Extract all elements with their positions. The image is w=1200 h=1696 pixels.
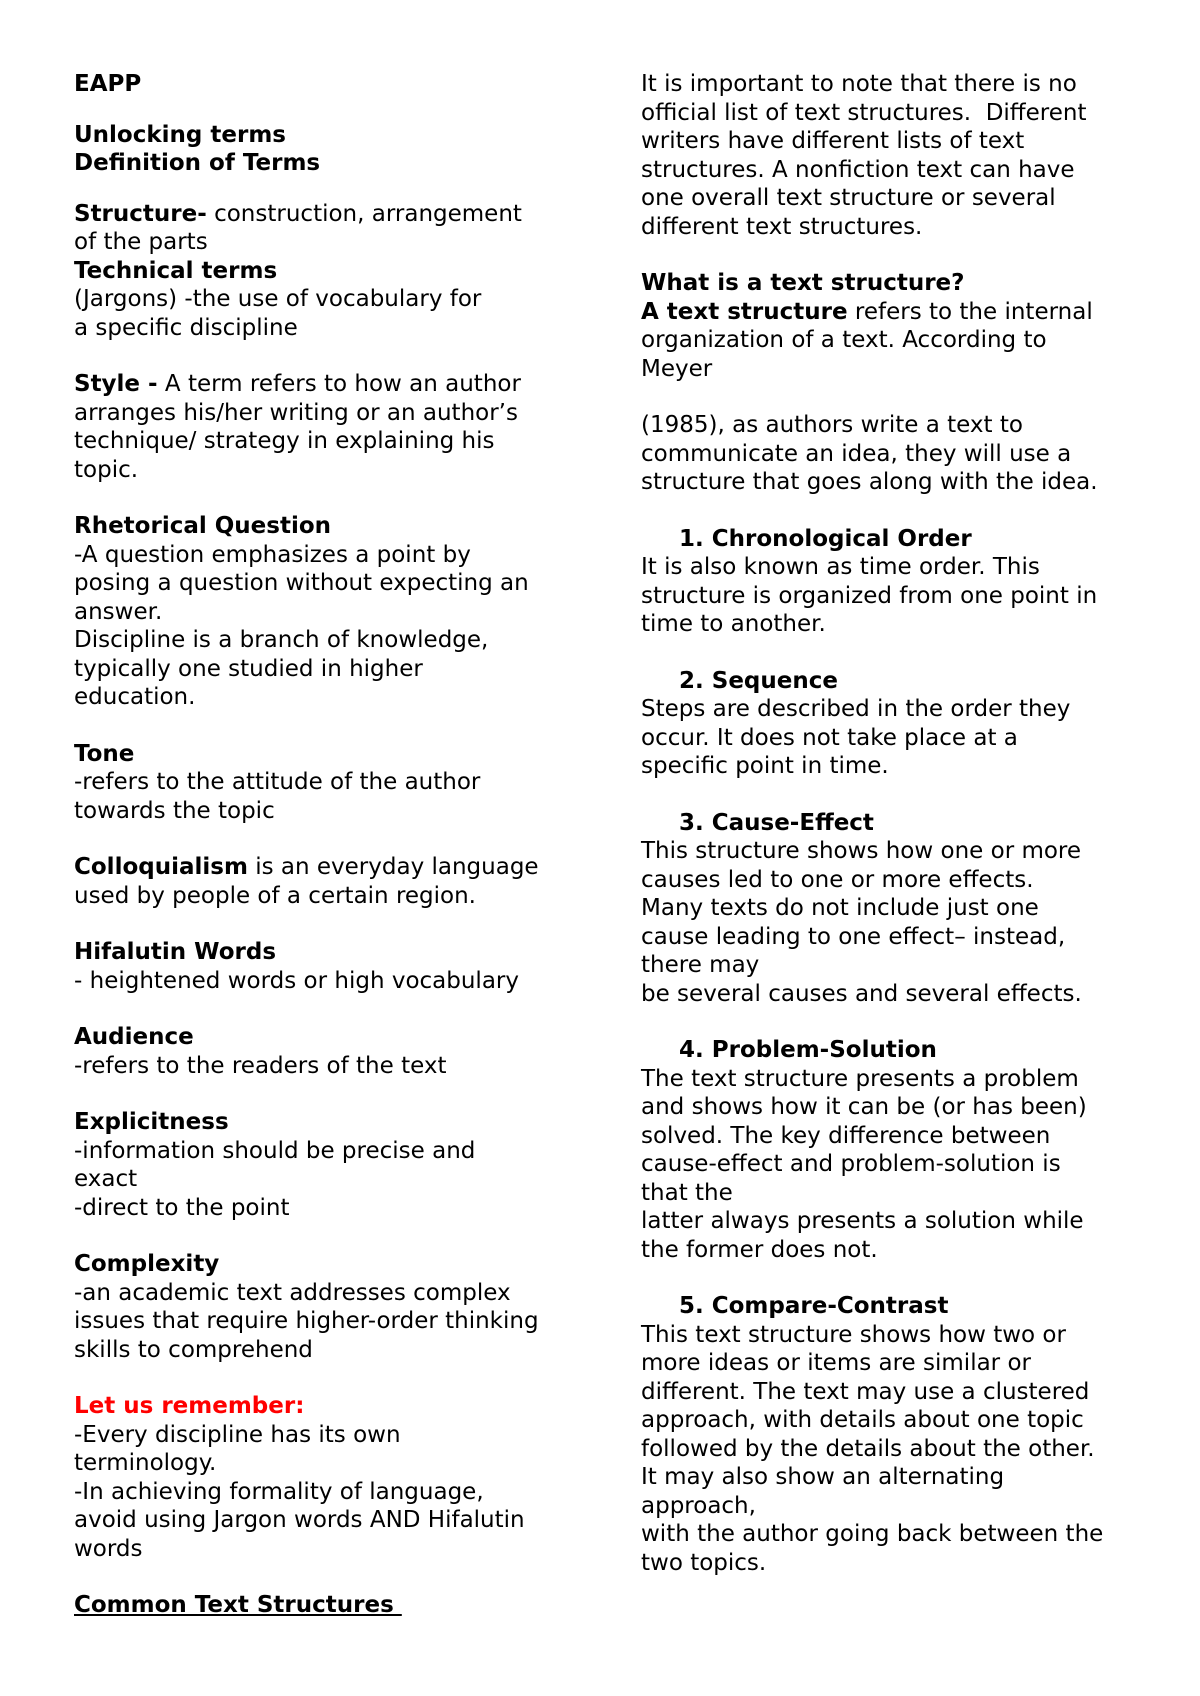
hifalutin-words-term: Hifalutin Words [74,939,277,965]
hifalutin-words-definition: - heightened words or high vocabulary [74,967,519,994]
cause-effect-text-line: there may [641,952,760,978]
text-structure-definition-text: refers to the internal [847,298,1093,325]
remember-item: -In achieving formality of language, [74,1478,484,1505]
cause-effect-text-line: cause leading to one effect– instead, [641,923,1066,950]
structure-entry [74,200,584,229]
compare-contrast-text-line: more ideas or items are similar or [641,1350,1031,1376]
cause-effect-heading: 3. Cause-Effect [679,809,874,836]
technical-terms-term: Technical terms [74,257,278,284]
chronological-order-text-line: time to another. [641,611,826,637]
rhetorical-question-definition-line: answer. [74,598,163,625]
sequence-text-line: occur. It does not take place at a [641,724,1018,751]
document-title: EAPP [74,71,142,97]
remember-item-line: terminology. [74,1450,217,1476]
left-column [74,70,584,1620]
what-is-text-structure-heading: What is a text structure? [641,270,965,296]
colloquialism-term: Colloquialism [74,854,248,880]
cause-effect-text: This structure shows how one or more [641,838,1082,864]
discipline-definition: Discipline is a branch of knowledge, [74,627,489,653]
style-definition-line: technique/ strategy in explaining his [74,428,495,454]
colloquialism-definition: is an everyday language [247,854,539,880]
problem-solution-text-line: that the [641,1179,733,1206]
compare-contrast-text-line: approach, with details about one topic [641,1407,1084,1433]
remember-item-line: words [74,1535,143,1562]
chronological-order-heading: 1. Chronological Order [679,525,972,552]
tone-term: Tone [74,740,135,767]
tone-definition-line: towards the topic [74,797,275,824]
audience-term: Audience [74,1024,194,1050]
structure-definition-line: of the parts [74,229,208,255]
text-structure-definition [641,298,1141,327]
text-structure-definition-line: Meyer [641,355,713,382]
sequence-heading: 2. Sequence [679,667,838,694]
compare-contrast-heading: 5. Compare-Contrast [679,1293,949,1319]
explicitness-definition: -information should be precise and [74,1137,476,1164]
discipline-definition-line: typically one studied in higher [74,655,423,682]
sequence-text-line: specific point in time. [641,753,889,779]
unlocking-terms-heading: Unlocking terms [74,121,286,148]
style-definition: A term refers to how an author [157,371,521,397]
structure-term: Structure- [74,200,207,227]
problem-solution-heading: 4. Problem-Solution [679,1037,937,1063]
text-structure-term: A text structure [641,298,848,325]
chronological-order-text-line: structure is organized from one point in [641,582,1098,609]
compare-contrast-text-line: different. The text may use a clustered [641,1378,1090,1405]
compare-contrast-text: This text structure shows how two or [641,1321,1066,1348]
explicitness-term: Explicitness [74,1109,229,1135]
compare-contrast-text-line: two topics. [641,1549,767,1576]
meyer-paragraph-line: communicate an idea, they will use a [641,440,1072,467]
remember-item-line: avoid using Jargon words AND Hifalutin [74,1507,525,1533]
intro-paragraph-line: official list of text structures. Different [641,99,1087,126]
text-structure-definition-line: organization of a text. According to [641,327,1047,353]
rhetorical-question-definition-line: posing a question without expecting an [74,570,529,596]
compare-contrast-text-line: It may also show an alternating [641,1464,1005,1490]
cause-effect-text-line: causes led to one or more effects. [641,866,1034,893]
complexity-term: Complexity [74,1251,220,1277]
discipline-definition-line: education. [74,684,196,710]
intro-paragraph-line: one overall text structure or several [641,185,1056,211]
problem-solution-text: The text structure presents a problem [641,1065,1079,1092]
compare-contrast-text-line: with the author going back between the [641,1521,1104,1547]
intro-paragraph: It is important to note that there is no [641,71,1077,97]
tone-definition: -refers to the attitude of the author [74,769,481,795]
technical-terms-definition: (Jargons) -the use of vocabulary for [74,286,482,312]
problem-solution-text-line: solved. The key difference between [641,1122,1051,1149]
structure-definition: construction, arrangement [206,200,522,227]
style-term: Style - [74,371,158,397]
intro-paragraph-line: writers have different lists of text [641,128,1025,154]
compare-contrast-text-line: followed by the details about the other. [641,1435,1095,1462]
problem-solution-text-line: the former does not. [641,1236,878,1263]
technical-terms-definition-line: a specific discipline [74,314,298,341]
sequence-text: Steps are described in the order they [641,696,1071,722]
audience-definition: -refers to the readers of the text [74,1052,447,1079]
meyer-paragraph-line: structure that goes along with the idea. [641,469,1098,495]
problem-solution-text-line: cause-effect and problem-solution is [641,1151,1061,1177]
chronological-order-text: It is also known as time order. This [641,554,1040,580]
style-definition-line: topic. [74,456,139,483]
cause-effect-text-line: Many texts do not include just one [641,895,1039,921]
meyer-paragraph: (1985), as authors write a text to [641,412,1023,438]
problem-solution-text-line: and shows how it can be (or has been) [641,1094,1087,1120]
problem-solution-text-line: latter always presents a solution while [641,1208,1084,1234]
let-us-remember-heading: Let us remember: [74,1393,305,1419]
cause-effect-text-line: be several causes and several effects. [641,980,1082,1007]
definition-of-terms-heading: Definition of Terms [74,150,321,176]
complexity-definition-line: issues that require higher-order thinking [74,1308,539,1334]
intro-paragraph-line: structures. A nonfiction text can have [641,156,1075,183]
compare-contrast-text-line: approach, [641,1492,756,1519]
remember-item: -Every discipline has its own [74,1421,401,1448]
complexity-definition-line: skills to comprehend [74,1336,313,1363]
explicitness-definition-line: -direct to the point [74,1194,290,1221]
rhetorical-question-definition: -A question emphasizes a point by [74,541,471,568]
explicitness-definition-line: exact [74,1166,138,1192]
style-entry [74,370,584,399]
colloquialism-definition-line: used by people of a certain region. [74,882,476,909]
complexity-definition: -an academic text addresses complex [74,1279,511,1306]
right-column [641,70,1141,1577]
common-text-structures-heading: Common Text Structures [74,1592,402,1618]
style-definition-line: arranges his/her writing or an author’s [74,399,518,426]
colloquialism-entry [74,853,584,882]
intro-paragraph-line: different text structures. [641,213,923,240]
rhetorical-question-term: Rhetorical Question [74,513,332,539]
